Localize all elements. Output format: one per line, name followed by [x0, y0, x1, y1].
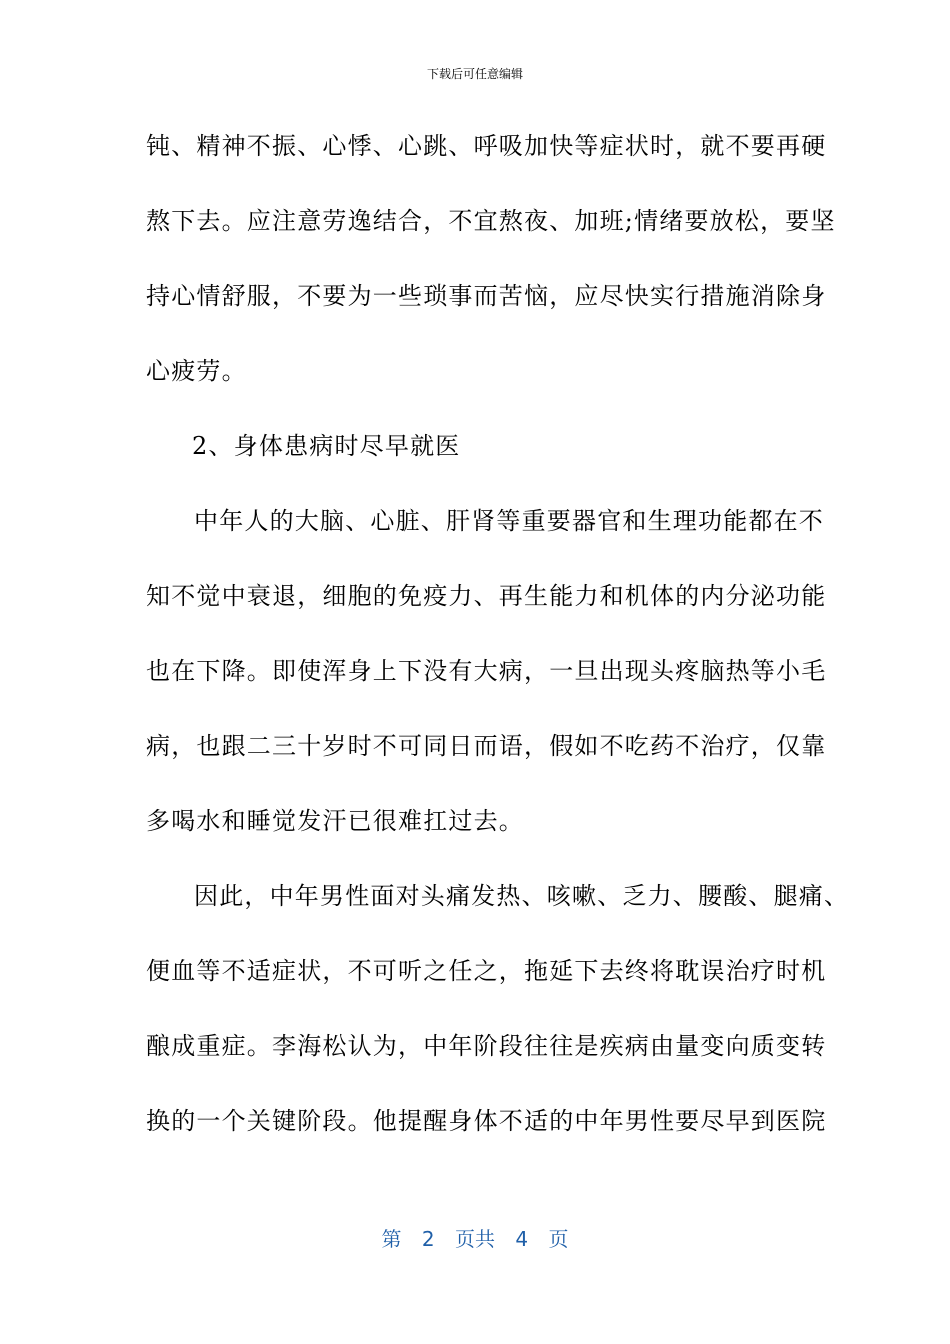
text-line: 持心情舒服，不要为一些琐事而苦恼，应尽快实行措施消除身: [146, 282, 827, 310]
page-header: 下载后可任意编辑: [426, 67, 523, 81]
text-line: 病，也跟二三十岁时不可同日而语，假如不吃药不治疗，仅靠: [146, 732, 827, 760]
section-heading: 2、身体患病时尽早就医: [192, 432, 461, 460]
text-line: 心疲劳。: [146, 357, 247, 385]
text-line: 中年人的大脑、心脏、肝肾等重要器官和生理功能都在不: [194, 507, 824, 535]
text-line: 便血等不适症状，不可听之任之，拖延下去终将耽误治疗时机: [146, 957, 827, 985]
text-line: 知不觉中衰退，细胞的免疫力、再生能力和机体的内分泌功能: [146, 582, 827, 610]
page-label-suffix: 页: [548, 1227, 569, 1251]
text-line: 酿成重症。李海松认为，中年阶段往往是疾病由量变向质变转: [146, 1032, 827, 1060]
current-page-number: 2: [421, 1227, 435, 1251]
text-line: 换的一个关键阶段。他提醒身体不适的中年男性要尽早到医院: [146, 1107, 827, 1135]
text-line: 熬下去。应注意劳逸结合，不宜熬夜、加班;情绪要放松，要坚: [146, 207, 836, 235]
text-line: 因此，中年男性面对头痛发热、咳嗽、乏力、腰酸、腿痛、: [194, 882, 850, 910]
text-line: 也在下降。即使浑身上下没有大病，一旦出现头疼脑热等小毛: [146, 657, 827, 685]
total-pages-number: 4: [515, 1227, 529, 1251]
page-label-mid: 页共: [455, 1227, 495, 1251]
page-label-prefix: 第: [381, 1227, 402, 1251]
text-line: 多喝水和睡觉发汗已很难扛过去。: [146, 807, 524, 835]
page-footer: [0, 1226, 950, 1252]
text-line: 钝、精神不振、心悸、心跳、呼吸加快等症状时，就不要再硬: [146, 132, 827, 160]
